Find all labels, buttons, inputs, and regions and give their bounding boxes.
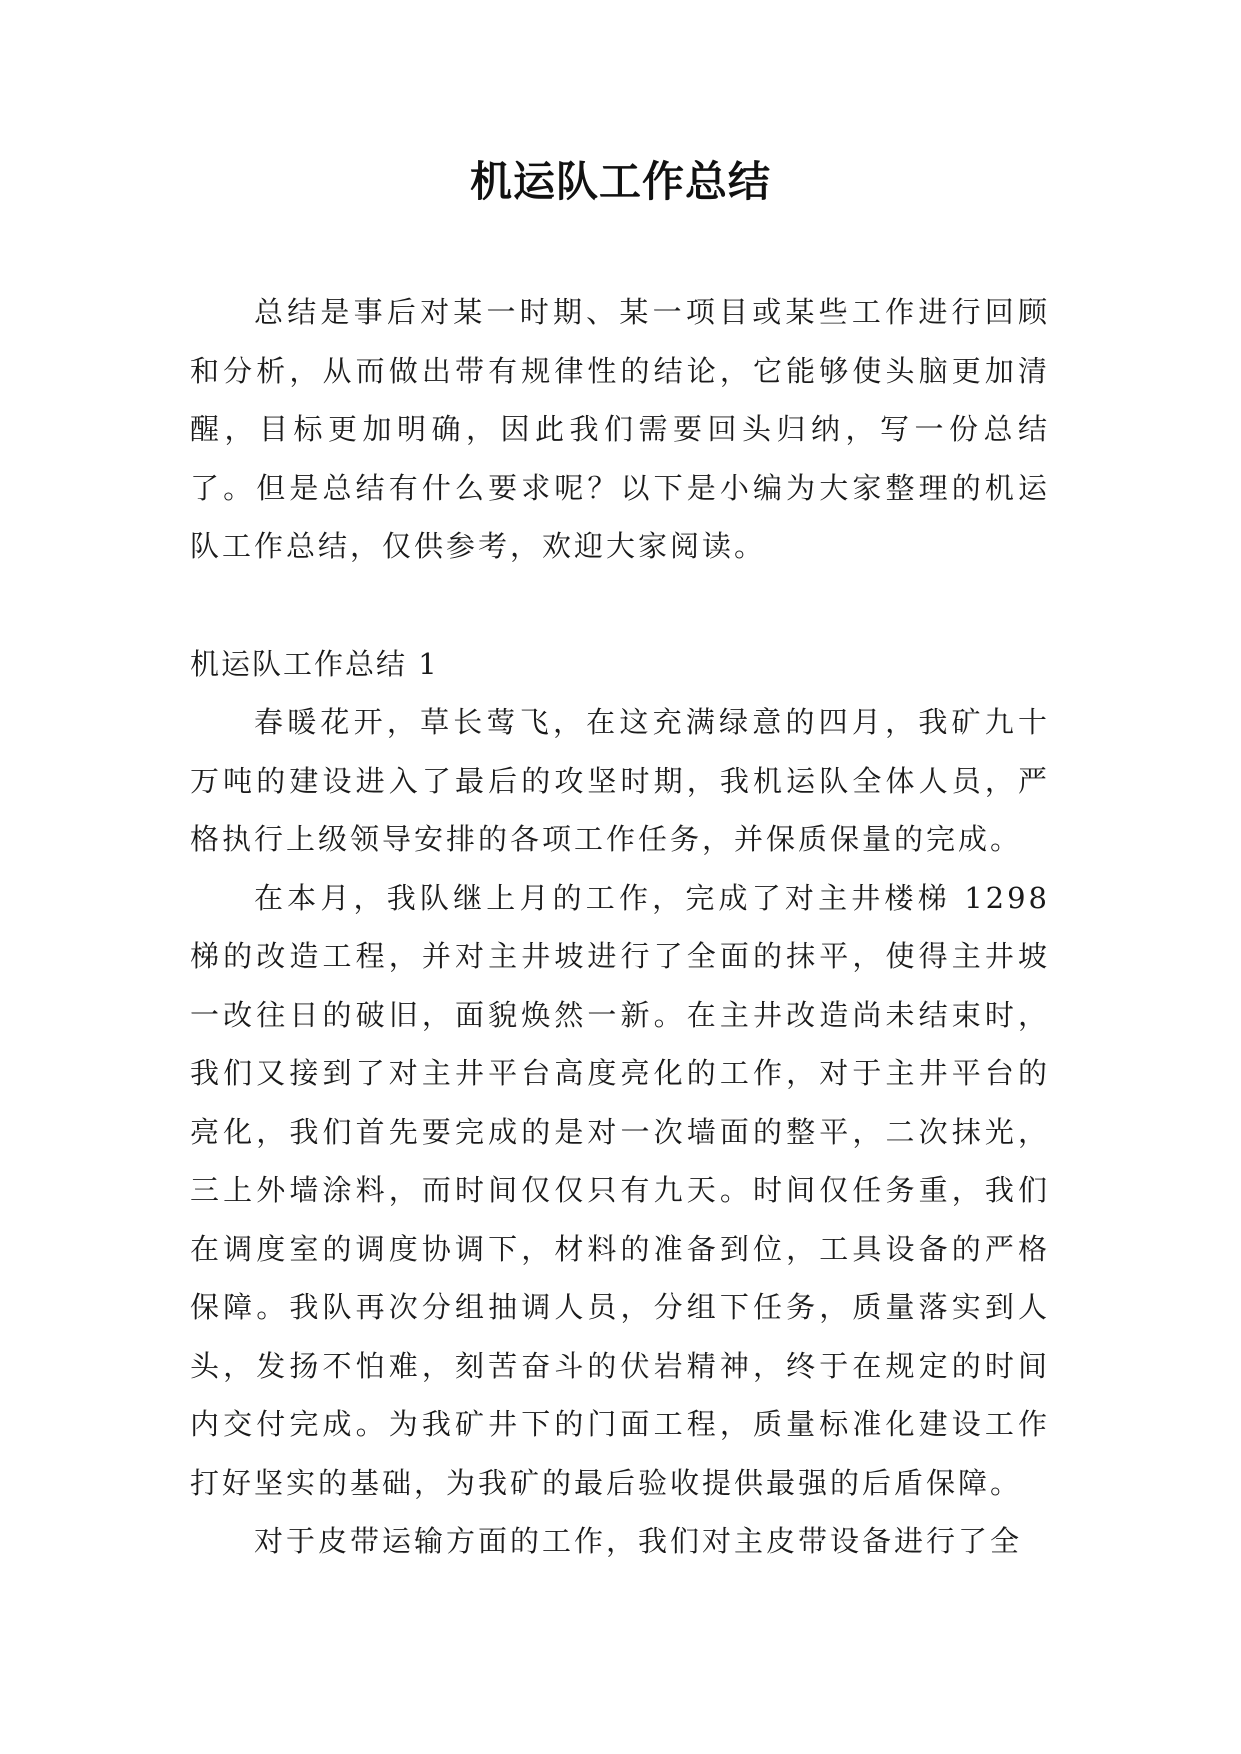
document-title: 机运队工作总结 <box>469 157 771 206</box>
body-paragraph-1: 春暖花开，草长莺飞，在这充满绿意的四月，我矿九十万吨的建设进入了最后的攻坚时期，我机运队全体人员，严格执行上级领导安排的各项工作任务，并保质保量的完成。 <box>190 705 1050 856</box>
body-paragraph-2: 在本月，我队继上月的工作，完成了对主井楼梯 1298 梯的改造工程，并对主井坡进行了全面的抹平，使得主井坡一改往日的破旧，面貌焕然一新。在主井改造尚未结束时，我们又接到了对主井平台高度亮化的工作，对于主井平台的亮化，我们首先要完成的是对一次墙面的整平，二次抹光，三上外墙涂料，而时间仅仅只有九天。时间仅任务重，我们在调度室的调度协调下，材料的准备到位，工具设备的严格保障。我队再次分组抽调人员，分组下任务，质量落实到人头，发扬不怕难，刻苦奋斗的伏岩精神，终于在规定的时间内交付完成。为我矿井下的门面工程，质量标准化建设工作打好坚实的基础，为我矿的最后验收提供最强的后盾保障。 <box>190 880 1050 1500</box>
section-body <box>190 693 1050 1571</box>
intro-paragraph: 总结是事后对某一时期、某一项目或某些工作进行回顾和分析，从而做出带有规律性的结论，它能够使头脑更加清醒，目标更加明确，因此我们需要回头归纳，写一份总结了。但是总结有什么要求呢？以下是小编为大家整理的机运队工作总结，仅供参考，欢迎大家阅读。 <box>190 295 1050 563</box>
section-heading: 机运队工作总结 1 <box>190 647 439 681</box>
body-paragraph-3: 对于皮带运输方面的工作，我们对主皮带设备进行了全 <box>254 1524 1023 1558</box>
